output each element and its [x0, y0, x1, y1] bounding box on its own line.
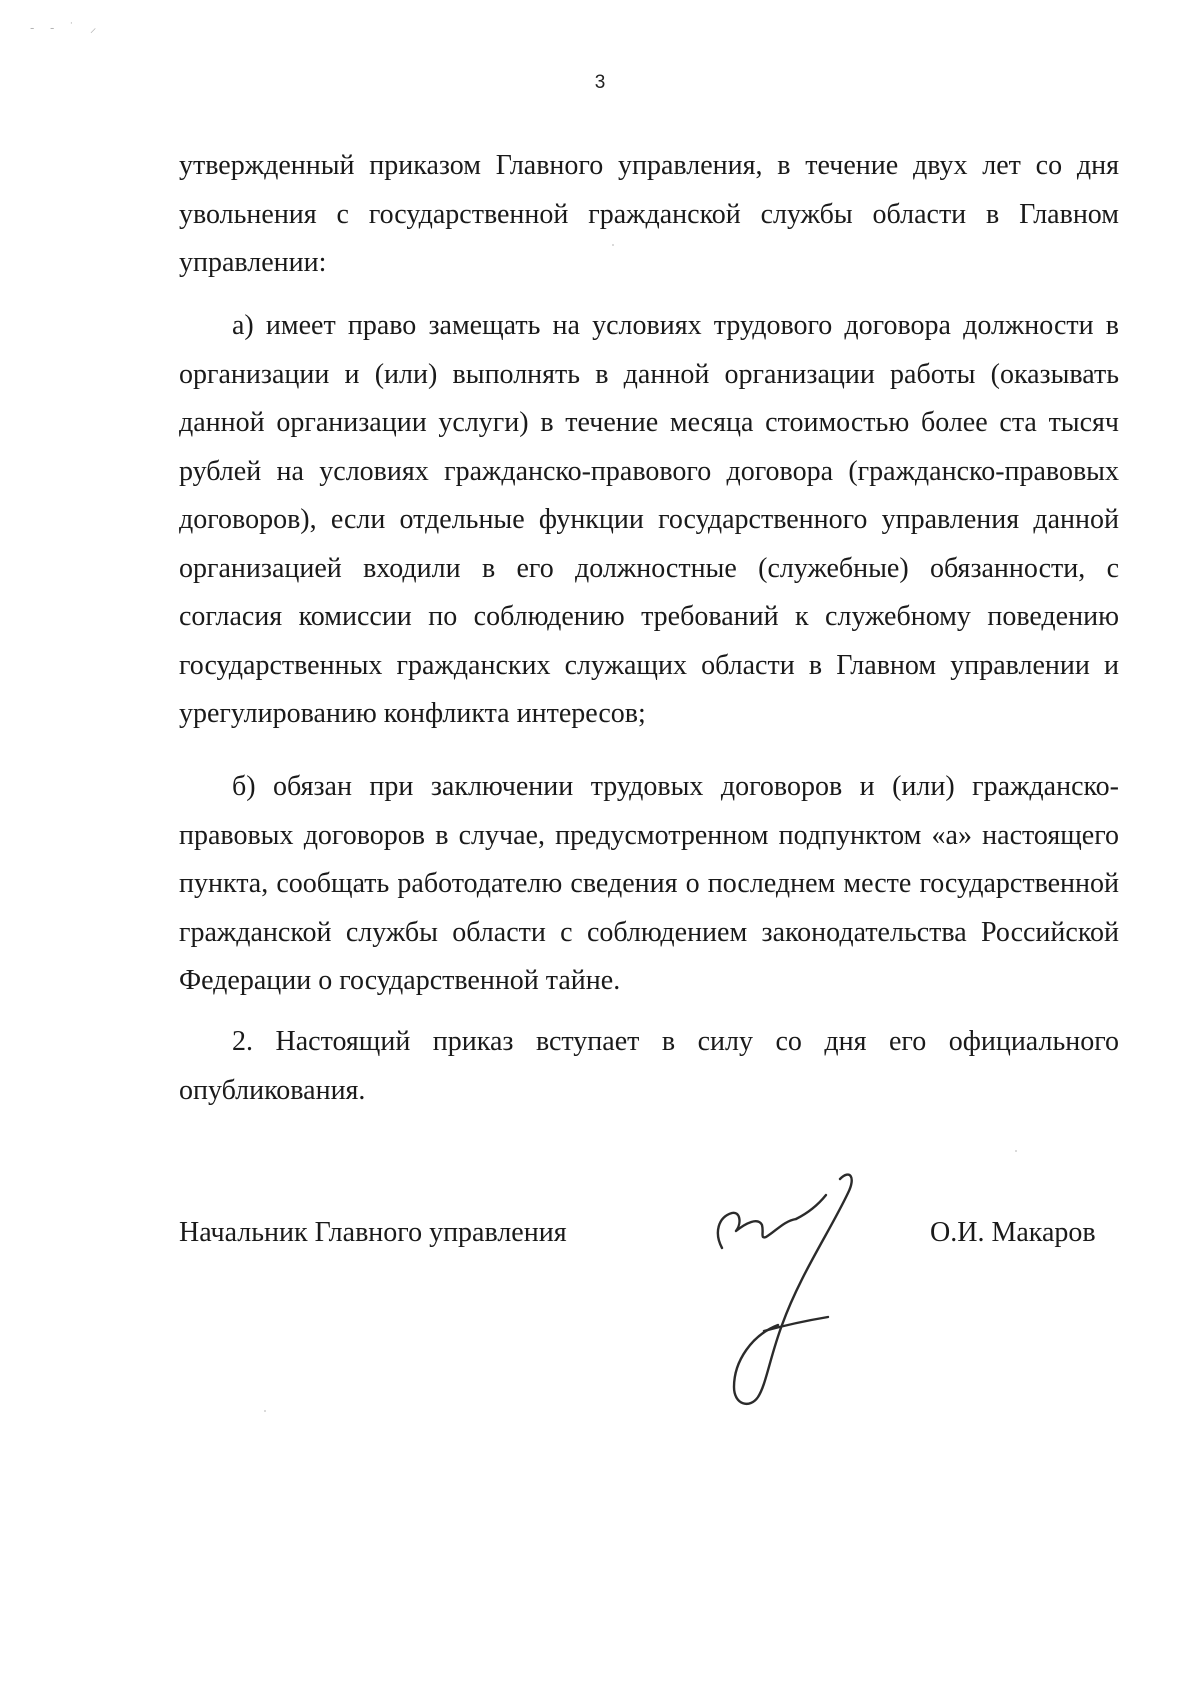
paragraph-subitem-b: б) обязан при заключении трудовых договоров и (или) гражданско-правовых договоров в случае, предусмотренном подпунктом «а» настоящего пункта, сообщать работодателю сведения о последнем месте государственной гражданской службы области с соблюдением законодательства Российской Федерации о государственной тайне. [179, 771, 1119, 996]
paragraph-intro: утвержденный приказом Главного управления, в течение двух лет со дня увольнения с государственной гражданской службы области в Главном управлении: [179, 150, 1119, 278]
paragraph-item-2: 2. Настоящий приказ вступает в силу со дня его официального опубликования. [179, 1026, 1119, 1106]
scan-speck [612, 244, 614, 246]
scan-speck [1015, 1150, 1017, 1152]
scan-speck [264, 1410, 266, 1412]
page-number: 3 [594, 72, 606, 93]
paragraph-subitem-a: а) имеет право замещать на условиях трудового договора должности в организации и (или) выполнять в данной организации работы (оказывать данной организации услуги) в течение месяца стоимостью более ста тысяч рублей на условиях гражданско-правового договора (гражданско-правовых договоров), если отдельные функции государственного управления данной организацией входили в его должностные (служебные) обязанности, с согласия комиссии по соблюдению требований к служебному поведению государственных гражданских служащих области в Главном управлении и урегулированию конфликта интересов; [179, 310, 1119, 729]
signatory-name: О.И. Макаров [930, 1217, 1096, 1248]
scan-artifact: ‐ ‐ ˙ ⸝ [30, 20, 103, 35]
handwritten-signature [700, 1165, 890, 1415]
signatory-title: Начальник Главного управления [179, 1217, 567, 1248]
